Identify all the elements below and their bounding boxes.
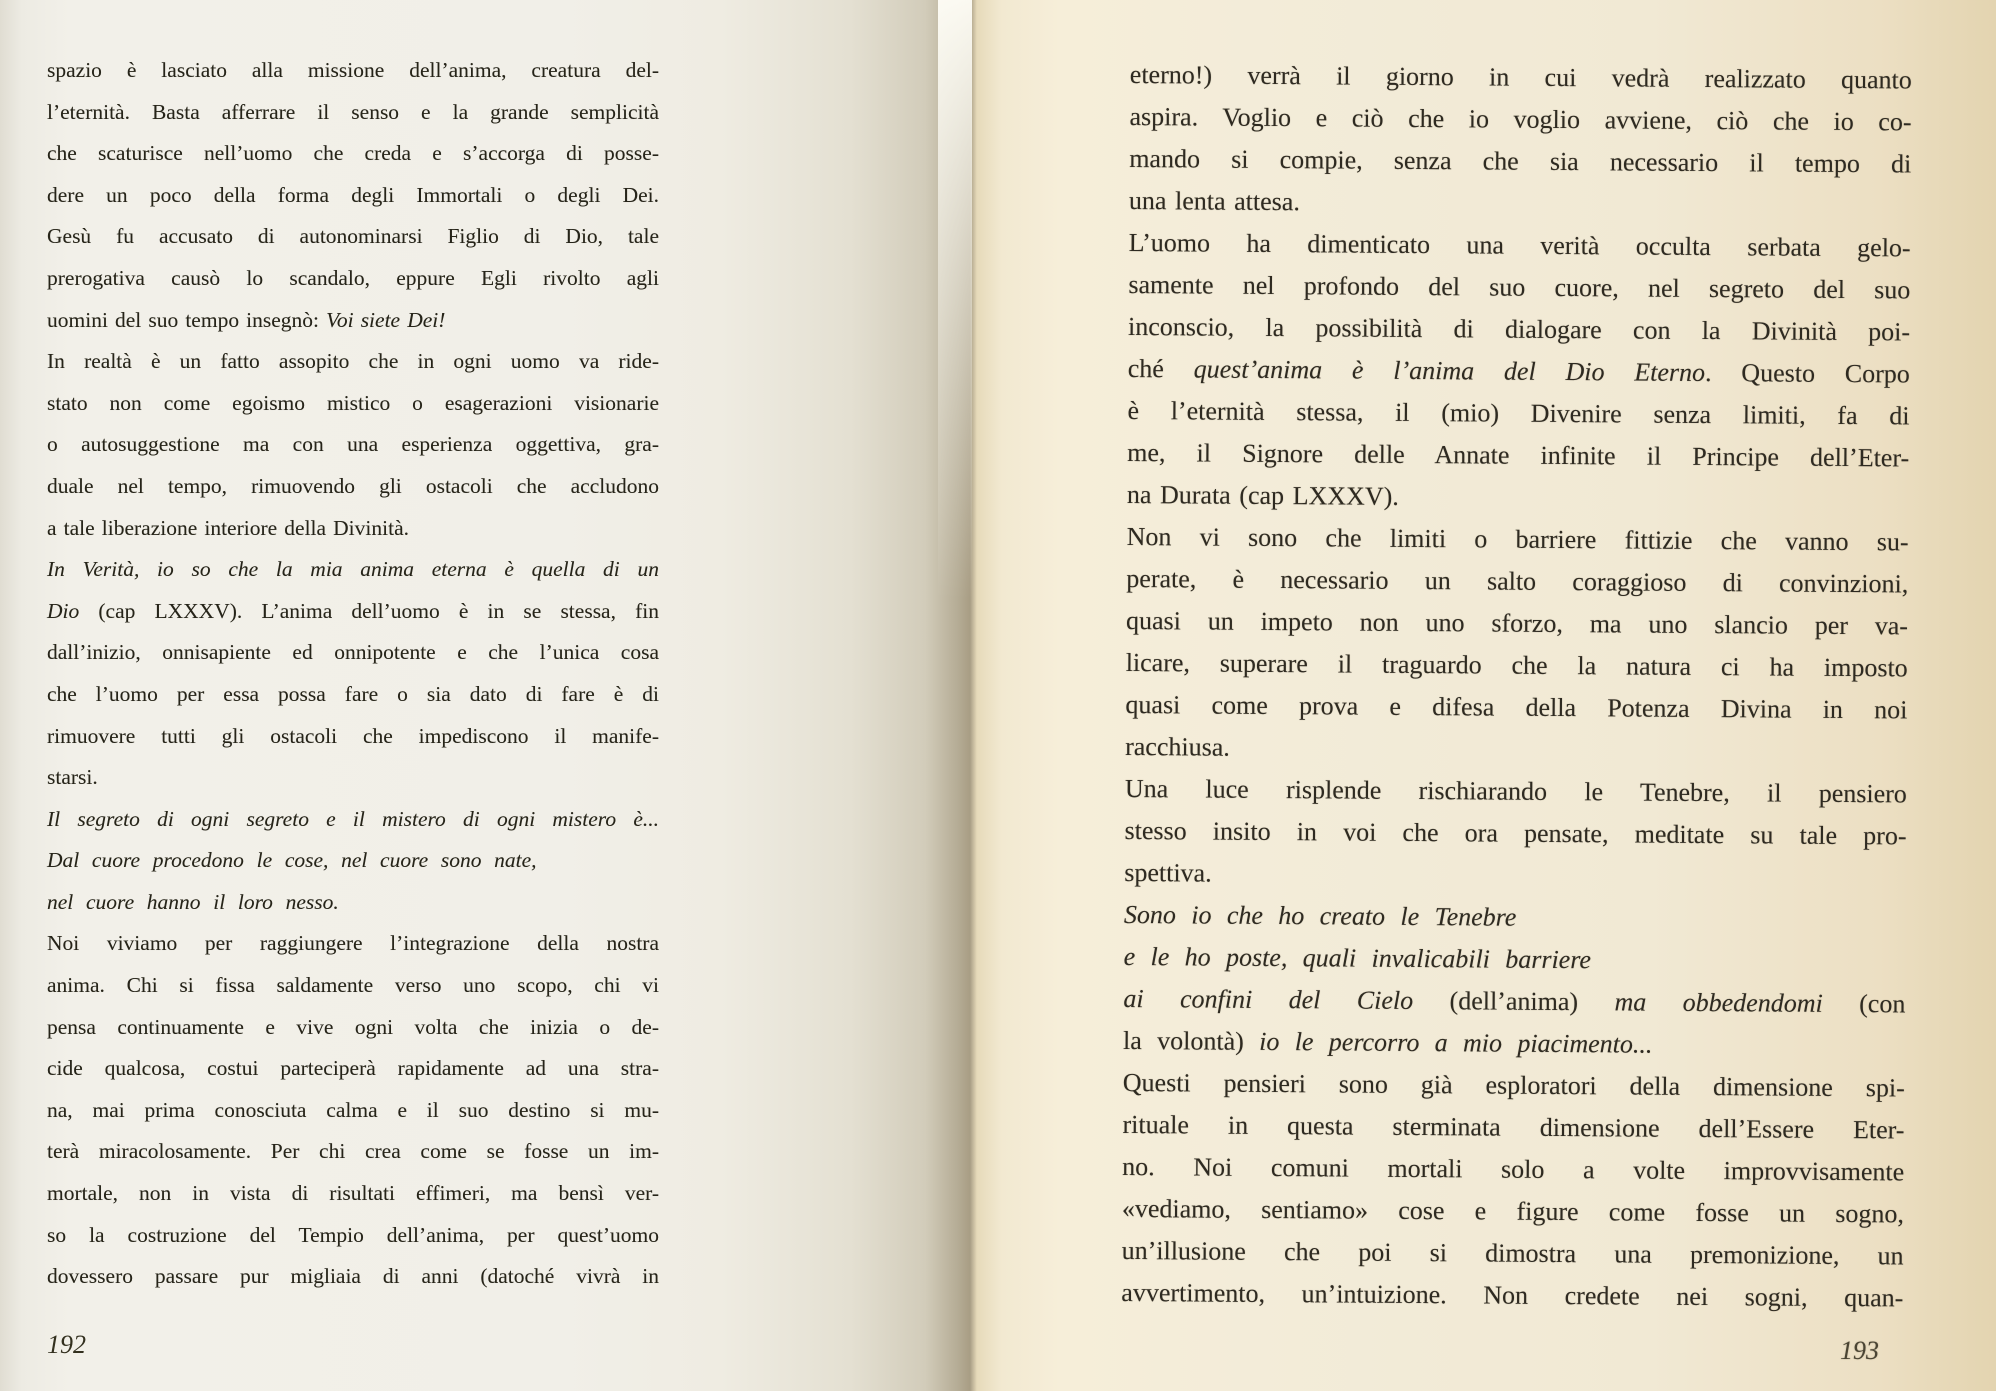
text-line — [1122, 1188, 1904, 1235]
text-line — [47, 424, 659, 466]
italic-text-segment: Sono io che ho creato le Tenebre — [1123, 899, 1517, 932]
italic-text-segment: nel cuore hanno il loro nesso. — [47, 889, 339, 914]
text-line — [47, 1131, 659, 1173]
gutter-highlight — [938, 0, 972, 600]
text-segment: prerogativa causò lo scandalo, eppure Egli rivolto agli — [47, 265, 659, 290]
italic-text-segment: Dal cuore procedono le cose, nel cuore sono nate, — [47, 848, 537, 873]
text-line — [47, 1090, 659, 1132]
italic-text-segment: io le percorro a mio piacimento... — [1259, 1026, 1653, 1059]
italic-text-segment: ma obbedendomi — [1614, 987, 1823, 1018]
text-line — [47, 50, 659, 92]
italic-text-segment: Dio — [47, 598, 80, 623]
text-line — [1128, 306, 1910, 353]
text-segment: racchiusa. — [1125, 731, 1230, 762]
text-line — [1129, 96, 1911, 143]
text-segment: inconscio, la possibilità di dialogare con la Divinità poi- — [1127, 311, 1911, 347]
text-segment: Questi pensieri sono già esploratori della dimensione spi- — [1122, 1067, 1905, 1103]
text-line — [1130, 54, 1912, 101]
text-line — [1125, 726, 1907, 773]
text-segment: spazio è lasciato alla missione dell’anima, creatura del- — [47, 58, 659, 82]
text-line — [1124, 810, 1906, 857]
text-line — [1127, 432, 1909, 479]
text-line — [47, 923, 659, 965]
text-line — [47, 508, 659, 550]
text-line — [47, 1173, 659, 1215]
text-segment: so la costruzione del Tempio dell’anima, per quest’uomo — [47, 1222, 659, 1247]
text-segment: anima. Chi si fissa saldamente verso uno scopo, chi vi — [47, 973, 659, 998]
text-segment: me, il Signore delle Annate infinite il Principe dell’Eter- — [1127, 437, 1910, 473]
text-segment: dall’inizio, onnisapiente ed onnipotente e che l’unica cosa — [47, 640, 659, 665]
text-line — [47, 549, 659, 591]
text-line — [47, 258, 659, 300]
text-line — [1122, 1146, 1904, 1193]
text-segment: è l’eternità stessa, il (mio) Divenire senza limiti, fa di — [1127, 395, 1910, 431]
text-line — [47, 799, 659, 841]
text-segment: mortale, non in vista di risultati effimeri, ma bensì ver- — [47, 1181, 659, 1206]
text-line — [1123, 978, 1905, 1025]
text-line — [1124, 894, 1906, 941]
text-line — [1128, 348, 1910, 395]
text-line — [1124, 936, 1906, 983]
text-line — [47, 632, 659, 674]
text-segment: na Durata (cap LXXXV). — [1126, 479, 1399, 511]
text-line — [47, 133, 659, 175]
text-segment: Noi viviamo per raggiungere l’integrazione della nostra — [47, 931, 659, 956]
text-line — [1123, 1020, 1905, 1067]
italic-text-segment: e le ho poste, quali invalicabili barriere — [1123, 941, 1592, 975]
text-segment: che l’uomo per essa possa fare o sia dato di fare è di — [47, 681, 659, 706]
text-segment: eterno!) verrà il giorno in cui vedrà realizzato quanto — [1129, 59, 1912, 95]
italic-text-segment: quest’anima è l’anima del Dio Eterno — [1193, 354, 1706, 388]
text-line — [1129, 180, 1911, 227]
text-segment: aspira. Voglio e ciò che io voglio avviene, ciò che io co- — [1129, 101, 1912, 137]
text-line — [47, 466, 659, 508]
text-segment: spettiva. — [1124, 857, 1212, 888]
text-line — [1129, 222, 1911, 269]
text-line — [47, 591, 659, 633]
text-segment: la volontà) — [1123, 1025, 1260, 1056]
text-segment: dere un poco della forma degli Immortali o degli Dei. — [47, 182, 659, 207]
text-line — [1127, 390, 1909, 437]
text-line — [47, 383, 659, 425]
text-segment: Una luce risplende rischiarando le Tenebre, il pensiero — [1124, 773, 1907, 809]
text-line — [47, 1256, 659, 1298]
text-line — [1122, 1104, 1904, 1151]
text-segment: rimuovere tutti gli ostacoli che impediscono il manife- — [47, 723, 659, 748]
text-line — [1124, 852, 1906, 899]
text-line — [47, 300, 659, 342]
text-line — [47, 716, 659, 758]
text-segment: perate, è necessario un salto coraggioso di convinzioni, — [1126, 563, 1909, 599]
text-line — [1126, 558, 1908, 605]
text-line — [47, 882, 659, 924]
text-line — [47, 1215, 659, 1257]
text-segment: che scaturisce nell’uomo che creda e s’accorga di posse- — [47, 141, 659, 166]
text-line — [47, 92, 659, 134]
text-line — [1126, 600, 1908, 647]
text-segment: duale nel tempo, rimuovendo gli ostacoli che accludono — [47, 473, 659, 498]
text-line — [1121, 1272, 1903, 1319]
text-segment: Gesù fu accusato di autonominarsi Figlio di Dio, tale — [47, 224, 659, 249]
right-page-number: 193 — [1840, 1336, 1879, 1365]
text-segment: (cap LXXXV). L’anima dell’uomo è in se stessa, fin — [79, 598, 659, 623]
text-line — [1128, 264, 1910, 311]
text-segment: l’eternità. Basta afferrare il senso e la grande semplicità — [47, 99, 659, 124]
text-segment: In realtà è un fatto assopito che in ogni uomo va ride- — [47, 349, 659, 374]
text-segment: stato non come egoismo mistico o esagerazioni visionarie — [47, 390, 659, 415]
left-page-number: 192 — [47, 1330, 86, 1359]
text-segment: starsi. — [47, 765, 98, 790]
text-line — [1127, 474, 1909, 521]
text-segment: dovessero passare pur migliaia di anni (datoché vivrà in — [47, 1264, 659, 1289]
text-segment: (dell’anima) — [1413, 986, 1615, 1017]
text-segment: pensa continuamente e vive ogni volta che inizia o de- — [47, 1014, 659, 1039]
text-segment: avvertimento, un’intuizione. Non credete nei sogni, quan- — [1121, 1277, 1904, 1313]
text-segment: stesso insito in voi che ora pensate, meditate su tale pro- — [1124, 815, 1907, 851]
text-segment: o autosuggestione ma con una esperienza oggettiva, gra- — [47, 432, 659, 457]
left-page-text-column — [47, 50, 659, 1298]
text-line — [47, 1048, 659, 1090]
italic-text-segment: ai confini del Cielo — [1123, 983, 1414, 1015]
right-page-text-column — [1121, 54, 1912, 1319]
text-segment: cide qualcosa, costui parteciperà rapidamente ad una stra- — [47, 1056, 659, 1081]
text-segment: mando si compie, senza che sia necessario il tempo di — [1129, 143, 1912, 179]
text-segment: na, mai prima conosciuta calma e il suo destino si mu- — [47, 1097, 659, 1122]
text-segment: ché — [1127, 353, 1194, 384]
text-segment: rituale in questa sterminata dimensione dell’Essere Eter- — [1122, 1109, 1905, 1145]
text-segment: no. Noi comuni mortali solo a volte improvvisamente — [1122, 1151, 1905, 1187]
text-line — [1126, 642, 1908, 689]
text-segment: samente nel profondo del suo cuore, nel segreto del suo — [1128, 269, 1911, 305]
text-line — [47, 757, 659, 799]
text-segment: terà miracolosamente. Per chi crea come se fosse un im- — [47, 1139, 659, 1164]
text-line — [1126, 516, 1908, 563]
text-segment: (con — [1822, 988, 1906, 1019]
italic-text-segment: Voi siete Dei! — [326, 307, 446, 332]
text-line — [1129, 138, 1911, 185]
text-line — [1123, 1062, 1905, 1109]
text-line — [47, 216, 659, 258]
text-line — [1125, 768, 1907, 815]
text-segment: una lenta attesa. — [1128, 185, 1300, 217]
text-segment: un’illusione che poi si dimostra una premonizione, un — [1121, 1235, 1904, 1271]
text-line — [1125, 684, 1907, 731]
text-segment: «vediamo, sentiamo» cose e figure come fosse un sogno, — [1121, 1193, 1905, 1229]
italic-text-segment: Il segreto di ogni segreto e il mistero di ogni mistero è... — [47, 806, 659, 831]
text-segment: . Questo Corpo — [1704, 358, 1910, 389]
italic-text-segment: In Verità, io so che la mia anima eterna è quella di un — [47, 557, 659, 582]
text-segment: uomini del suo tempo insegnò: — [47, 307, 327, 332]
text-line — [47, 674, 659, 716]
text-line — [47, 341, 659, 383]
text-segment: licare, superare il traguardo che la natura ci ha imposto — [1125, 647, 1908, 683]
text-segment: quasi come prova e difesa della Potenza Divina in noi — [1125, 689, 1908, 725]
text-segment: L’uomo ha dimenticato una verità occulta serbata gelo- — [1128, 227, 1911, 263]
text-line — [47, 175, 659, 217]
text-segment: a tale liberazione interiore della Divinità. — [47, 515, 409, 540]
text-line — [47, 1007, 659, 1049]
text-segment: quasi un impeto non uno sforzo, ma uno slancio per va- — [1125, 605, 1909, 641]
text-line — [1121, 1230, 1903, 1277]
text-line — [47, 840, 659, 882]
text-line — [47, 965, 659, 1007]
text-segment: Non vi sono che limiti o barriere fittizie che vanno su- — [1126, 521, 1909, 557]
